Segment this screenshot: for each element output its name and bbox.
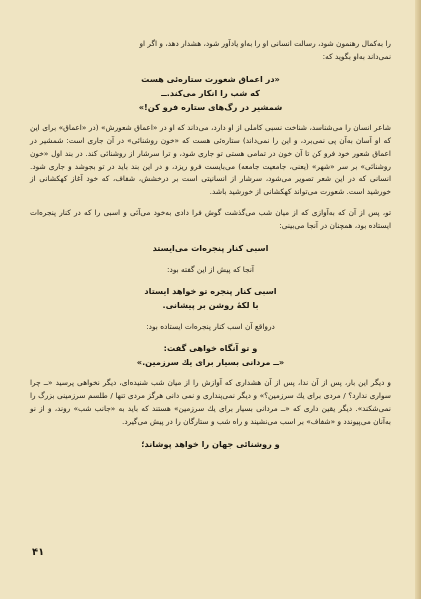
spacer: [30, 114, 391, 122]
spacer: [30, 312, 391, 320]
paragraph: تو، پس از آن که به‌آوازی که از میان شب می‌گذشت گوش فرا دادی به‌خود می‌آئی و اسبی را که در کنار پنجره‌ات ایستاده بود، همچنان در آنجا می‌بینی:: [30, 208, 391, 231]
paragraph: شاعر انسان را می‌شناسد، شناخت نسبی کاملی از او دارد، می‌داند که او در «اعماق شعورش» (در «اعماق» برای این که او آسان به‌آن پی نمی‌برد، و این را نمی‌داند) ستاره‌ئی هست که «خون روشنائی» در آن جاری است: شمشیر در اعماق شعور خود فرو کن تا آن خون در تمامی هستی تو جاری شود، و ترا سرشار از روشنائی کند. در بند اول «خون روشنائی» بر سر «شهر» (یعنی، جامعیت جامعه) می‌بایست فرو ریزد، و در این بند باید در تو بجوشد و جاری شود. انسانی که در این شعر تصویر می‌شود، سرشار از انسانیتی است بر درخشش، شفاف، که خود آغاز کهکشانی از خورشید است. شعورت می‌تواند کهکشانی از خورشید باشد.: [30, 122, 391, 197]
intro-line: آنجا که پیش از این گفته بود:: [167, 265, 254, 275]
intro-line: درواقع آن اسب کنار پنجره‌ات ایستاده بود:: [146, 322, 275, 332]
quoted-verse: [30, 437, 391, 451]
verse-line: و روشنائی جهان را خواهد پوشاند؛: [141, 438, 280, 449]
quoted-verse: [30, 341, 391, 369]
page-number: ۴۱: [32, 547, 45, 558]
verse-line: اسبی کنار پنجره‌ات می‌ایستد: [152, 243, 269, 254]
verse-line: اسبی کنار پنجره تو خواهد ایستاد: [144, 286, 277, 297]
paragraph: را به‌کمال رهنمون شود، رسالت انسانی او را به‌او یادآور شود، هشدار دهد، و اگر او: [139, 39, 391, 48]
spacer: [30, 429, 391, 437]
quoted-verse: [30, 72, 391, 114]
spacer: [30, 333, 391, 341]
spacer: [30, 369, 391, 377]
verse-line: «در اعماق شعورت ستاره‌ئی هست: [141, 73, 280, 84]
page-body: [30, 38, 391, 451]
paragraph: نمی‌داند به‌او بگوید که:: [322, 51, 391, 61]
quoted-verse: [30, 284, 391, 312]
page-edge: [415, 0, 421, 599]
paragraph: و دیگر این بار، پس از آن ندا، پس از آن هشداری که آوازش را از میان شب شنیده‌ای، دیگر نخواهی پرسید «ــ چرا سواری ندارد؟ / مردی برای یك سرزمین؟» و دیگر نمی‌پنداری و نمی دانی هرگز مردی تنها / طلسم سرزمینی بزرگ را نمی‌شکند». دیگر یقین داری که «ــ مردانی بسیار برای یك سرزمین» هستند که باید به «جانب شب» روند، و از نو به‌آنان می‌پیوندد و «شفاف» بر اسب می‌نشیند و راه شب و ستارگان را در پیش می‌گیرد.: [30, 378, 391, 426]
verse-line: که شب را انکار می‌کند.ــ: [161, 87, 260, 98]
spacer: [30, 199, 391, 207]
spacer: [30, 255, 391, 263]
spacer: [30, 233, 391, 241]
quoted-verse: [30, 241, 391, 255]
spacer: [30, 64, 391, 72]
verse-line: «ــ مردانی بسیار برای یك سرزمین.»: [136, 357, 285, 368]
spacer: [30, 276, 391, 284]
verse-line: و تو آنگاه خواهی گفت:: [163, 343, 258, 354]
verse-line: شمشیر در رگ‌های ستاره فرو کن!»: [138, 101, 283, 112]
verse-line: با لکهٔ روشن بر پیشانی.: [162, 300, 259, 311]
